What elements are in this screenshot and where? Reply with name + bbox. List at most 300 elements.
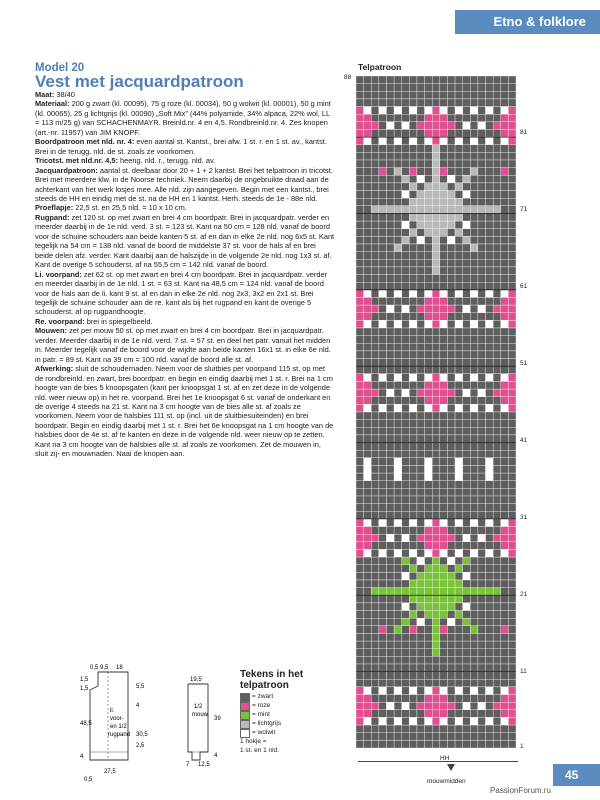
chart-cell — [493, 412, 501, 420]
chart-cell — [364, 328, 372, 336]
chart-cell — [486, 244, 494, 252]
chart-cell — [394, 427, 402, 435]
chart-cell — [432, 99, 440, 107]
chart-cell — [402, 672, 410, 680]
chart-cell — [417, 519, 425, 527]
chart-cell — [493, 252, 501, 260]
chart-cell — [447, 527, 455, 535]
chart-cell — [440, 565, 448, 573]
chart-cell — [356, 129, 364, 137]
paragraph-sleeves: Mouwen: zet per mouw 50 st. op met zwart en brei 4 cm boordpatr. Brei in jacquardpatr. verder. Meerder daarbij in de 1e nld. verd. 7 st. = 57 st. en deel het patr. vanuit het midden in. Meerder tegelijk vanaf de boord voor de wijdte aan beide kanten 16x1 st. in elke 6e nld. in patr. = 89 st. Kant na 39 cm = 100 nld. vanaf de boord alle st. af. — [35, 326, 331, 364]
chart-cell — [447, 595, 455, 603]
chart-cell — [409, 252, 417, 260]
chart-cell — [371, 626, 379, 634]
chart-cell — [455, 710, 463, 718]
chart-cell — [486, 473, 494, 481]
watermark: PassionForum.ru — [490, 786, 551, 795]
chart-cell — [417, 168, 425, 176]
chart-cell — [493, 366, 501, 374]
chart-cell — [432, 717, 440, 725]
chart-cell — [440, 328, 448, 336]
chart-cell — [447, 427, 455, 435]
chart-cell — [493, 183, 501, 191]
chart-cell — [501, 114, 509, 122]
chart-cell — [455, 473, 463, 481]
chart-cell — [440, 496, 448, 504]
chart-cell — [501, 229, 509, 237]
chart-cell — [463, 137, 471, 145]
chart-cell — [440, 76, 448, 84]
chart-cell — [508, 504, 516, 512]
chart-cell — [356, 137, 364, 145]
chart-cell — [356, 450, 364, 458]
chart-cell — [386, 297, 394, 305]
chart-cell — [478, 557, 486, 565]
chart-cell — [425, 404, 433, 412]
chart-cell — [508, 611, 516, 619]
chart-cell — [379, 275, 387, 283]
chart-cell — [379, 305, 387, 313]
sleeve-dim-1: 39 — [214, 716, 221, 722]
chart-cell — [409, 725, 417, 733]
chart-cell — [394, 305, 402, 313]
chart-cell — [409, 152, 417, 160]
chart-cell — [447, 435, 455, 443]
chart-cell — [425, 717, 433, 725]
chart-cell — [501, 213, 509, 221]
chart-cell — [440, 145, 448, 153]
chart-cell — [371, 656, 379, 664]
chart-cell — [440, 137, 448, 145]
chart-cell — [447, 244, 455, 252]
chart-cell — [478, 206, 486, 214]
chart-cell — [432, 435, 440, 443]
chart-cell — [402, 664, 410, 672]
chart-cell — [463, 679, 471, 687]
chart-cell — [493, 465, 501, 473]
chart-cell — [508, 175, 516, 183]
chart-cell — [402, 679, 410, 687]
chart-cell — [402, 725, 410, 733]
chart-cell — [364, 687, 372, 695]
chart-cell — [371, 687, 379, 695]
chart-cell — [470, 107, 478, 115]
chart-cell — [486, 99, 494, 107]
chart-cell — [470, 458, 478, 466]
chart-cell — [470, 320, 478, 328]
chart-cell — [356, 389, 364, 397]
chart-cell — [455, 443, 463, 451]
chart-cell — [432, 343, 440, 351]
chart-cell — [364, 343, 372, 351]
chart-cell — [447, 252, 455, 260]
chart-cell — [432, 381, 440, 389]
chart-cell — [440, 695, 448, 703]
chart-cell — [409, 91, 417, 99]
chart-cell — [493, 275, 501, 283]
chart-cell — [364, 168, 372, 176]
chart-cell — [402, 374, 410, 382]
chart-cell — [394, 389, 402, 397]
chart-cell — [501, 740, 509, 748]
pattern-title: Vest met jacquardpatroon — [35, 72, 244, 91]
chart-cell — [432, 374, 440, 382]
chart-cell — [501, 160, 509, 168]
chart-cell — [364, 198, 372, 206]
chart-cell — [394, 129, 402, 137]
chart-cell — [455, 160, 463, 168]
chart-cell — [478, 588, 486, 596]
chart-cell — [440, 236, 448, 244]
chart-cell — [425, 702, 433, 710]
chart-cell — [425, 290, 433, 298]
chart-cell — [386, 717, 394, 725]
chart-cell — [486, 320, 494, 328]
chart-cell — [501, 404, 509, 412]
chart-cell — [425, 259, 433, 267]
chart-cell — [455, 733, 463, 741]
chart-cell — [364, 351, 372, 359]
chart-cell — [478, 664, 486, 672]
chart-cell — [493, 656, 501, 664]
chart-cell — [463, 160, 471, 168]
chart-cell — [486, 427, 494, 435]
chart-cell — [501, 420, 509, 428]
chart-cell — [455, 542, 463, 550]
chart-cell — [478, 91, 486, 99]
chart-cell — [394, 672, 402, 680]
chart-cell — [432, 664, 440, 672]
chart-cell — [417, 252, 425, 260]
chart-cell — [371, 725, 379, 733]
chart-cell — [447, 313, 455, 321]
chart-cell — [432, 206, 440, 214]
chart-cell — [364, 221, 372, 229]
chart-cell — [501, 511, 509, 519]
chart-cell — [470, 206, 478, 214]
chart-cell — [364, 435, 372, 443]
chart-cell — [440, 649, 448, 657]
chart-cell — [364, 702, 372, 710]
chart-cell — [470, 313, 478, 321]
chart-cell — [432, 672, 440, 680]
chart-cell — [447, 664, 455, 672]
chart-cell — [425, 679, 433, 687]
chart-cell — [425, 527, 433, 535]
chart-cell — [425, 91, 433, 99]
chart-cell — [364, 595, 372, 603]
chart-cell — [470, 519, 478, 527]
chart-cell — [447, 359, 455, 367]
chart-cell — [402, 435, 410, 443]
chart-cell — [402, 687, 410, 695]
chart-cell — [356, 236, 364, 244]
chart-cell — [508, 733, 516, 741]
row-label-11: 11 — [520, 668, 527, 675]
sleeve-dim-4: 12,5 — [198, 762, 210, 768]
chart-cell — [364, 542, 372, 550]
chart-cell — [447, 221, 455, 229]
chart-cell — [493, 168, 501, 176]
chart-cell — [402, 336, 410, 344]
chart-cell — [463, 229, 471, 237]
chart-cell — [447, 504, 455, 512]
chart-cell — [455, 313, 463, 321]
chart-cell — [470, 626, 478, 634]
chart-cell — [425, 191, 433, 199]
chart-cell — [379, 435, 387, 443]
chart-cell — [478, 114, 486, 122]
chart-cell — [493, 229, 501, 237]
chart-cell — [455, 213, 463, 221]
chart-cell — [394, 641, 402, 649]
chart-cell — [394, 374, 402, 382]
chart-cell — [394, 443, 402, 451]
chart-cell — [478, 504, 486, 512]
chart-cell — [432, 465, 440, 473]
chart-cell — [478, 603, 486, 611]
chart-cell — [470, 305, 478, 313]
chart-cell — [394, 511, 402, 519]
chart-cell — [409, 175, 417, 183]
chart-cell — [425, 366, 433, 374]
chart-cell — [402, 84, 410, 92]
chart-cell — [463, 633, 471, 641]
chart-cell — [386, 733, 394, 741]
chart-cell — [417, 397, 425, 405]
chart-cell — [386, 343, 394, 351]
chart-cell — [364, 717, 372, 725]
chart-cell — [493, 213, 501, 221]
chart-cell — [394, 450, 402, 458]
chart-cell — [501, 99, 509, 107]
chart-cell — [463, 641, 471, 649]
chart-cell — [486, 275, 494, 283]
chart-cell — [371, 297, 379, 305]
chart-cell — [356, 282, 364, 290]
chart-cell — [463, 305, 471, 313]
chart-cell — [379, 565, 387, 573]
chart-cell — [478, 381, 486, 389]
chart-cell — [501, 206, 509, 214]
chart-cell — [394, 618, 402, 626]
chart-cell — [463, 450, 471, 458]
chart-cell — [486, 450, 494, 458]
paragraph-finishing: Afwerking: sluit de schoudernaden. Neem voor de sluitbies per voorpand 115 st. op met de rondbreinld. en zwart, brei boordpatr. en begin en eindig daarbij met 1 st. r. Brei na 1 cm hoogte van de bies 5 knoopsgaten (kant per knoopsgat 1 st. af en zet deze in de volgende nld. weer nieuw op) in het re. voorpand. Brei het 1e knoopsgat 6 st. vanaf de onderkant en de overige 4 steeds na 21 st. Kant na 3 cm hoogte van de bies alle st. af zoals ze voorkomen. Neem voor de halsbies 111 st. op (incl. uit de sluitbiesuiteinden) en brei boordpatr. Begin en eindig daarbij met 1 st. r. Brei het 6e knoopsgat na 1 cm hoogte van de halsbies door de 4e st. af te kanten en deze in de volgende nld. weer nieuw op te zetten. Kant na 3 cm hoogte van de halsbies alle st. af zoals ze voorkomen. Zet de mouwen in, sluit zij- en mouwnaden. Naai de knopen aan. — [35, 364, 334, 459]
chart-cell — [356, 374, 364, 382]
chart-cell — [508, 702, 516, 710]
chart-cell — [386, 152, 394, 160]
chart-cell — [364, 359, 372, 367]
chart-cell — [463, 458, 471, 466]
chart-cell — [463, 549, 471, 557]
chart-cell — [417, 633, 425, 641]
chart-cell — [356, 481, 364, 489]
chart-cell — [486, 618, 494, 626]
chart-cell — [386, 213, 394, 221]
chart-cell — [440, 99, 448, 107]
chart-cell — [356, 259, 364, 267]
chart-cell — [463, 397, 471, 405]
chart-cell — [379, 389, 387, 397]
chart-cell — [463, 534, 471, 542]
chart-cell — [493, 572, 501, 580]
chart-cell — [463, 145, 471, 153]
chart-cell — [478, 687, 486, 695]
chart-cell — [364, 565, 372, 573]
chart-cell — [394, 99, 402, 107]
chart-cell — [402, 717, 410, 725]
chart-cell — [417, 527, 425, 535]
chart-cell — [371, 450, 379, 458]
chart-cell — [379, 641, 387, 649]
chart-cell — [432, 152, 440, 160]
chart-cell — [440, 481, 448, 489]
chart-cell — [440, 389, 448, 397]
chart-cell — [371, 114, 379, 122]
chart-cell — [425, 588, 433, 596]
legend-item-white: = wolwit — [240, 729, 281, 738]
chart-cell — [356, 549, 364, 557]
chart-cell — [394, 740, 402, 748]
chart-cell — [478, 374, 486, 382]
chart-cell — [402, 305, 410, 313]
chart-cell — [356, 420, 364, 428]
chart-cell — [493, 191, 501, 199]
chart-cell — [447, 282, 455, 290]
chart-cell — [455, 450, 463, 458]
chart-cell — [356, 168, 364, 176]
chart-cell — [379, 534, 387, 542]
chart-cell — [417, 198, 425, 206]
chart-cell — [447, 580, 455, 588]
row-label-21: 21 — [520, 591, 528, 598]
chart-cell — [486, 687, 494, 695]
chart-cell — [470, 534, 478, 542]
chart-cell — [402, 412, 410, 420]
chart-cell — [455, 76, 463, 84]
chart-cell — [409, 160, 417, 168]
chart-cell — [440, 351, 448, 359]
chart-cell — [463, 343, 471, 351]
chart-cell — [470, 504, 478, 512]
chart-cell — [364, 458, 372, 466]
chart-cell — [417, 290, 425, 298]
chart-cell — [425, 572, 433, 580]
chart-cell — [478, 572, 486, 580]
chart-cell — [379, 473, 387, 481]
chart-cell — [508, 374, 516, 382]
dim-1: 9,5 — [100, 665, 109, 671]
chart-cell — [417, 267, 425, 275]
chart-cell — [493, 527, 501, 535]
chart-cell — [356, 320, 364, 328]
chart-cell — [417, 664, 425, 672]
chart-cell — [379, 267, 387, 275]
chart-cell — [493, 305, 501, 313]
chart-cell — [478, 84, 486, 92]
chart-cell — [470, 99, 478, 107]
chart-cell — [356, 717, 364, 725]
chart-cell — [379, 465, 387, 473]
chart-cell — [455, 145, 463, 153]
chart-cell — [356, 328, 364, 336]
chart-cell — [478, 420, 486, 428]
chart-cell — [501, 412, 509, 420]
chart-cell — [409, 236, 417, 244]
chart-cell — [447, 137, 455, 145]
chart-cell — [478, 611, 486, 619]
chart-cell — [432, 145, 440, 153]
chart-cell — [409, 389, 417, 397]
chart-cell — [409, 595, 417, 603]
chart-cell — [508, 603, 516, 611]
chart-cell — [508, 191, 516, 199]
chart-cell — [508, 595, 516, 603]
chart-cell — [486, 641, 494, 649]
chart-cell — [417, 351, 425, 359]
chart-cell — [478, 717, 486, 725]
chart-cell — [470, 374, 478, 382]
paragraph-back: Rugpand: zet 120 st. op met zwart en brei 4 cm boordpatr. Brei in jacquardpatr. verder en meerder daarbij in de 1e nld. verd. 3 st. = 123 st. Kant na 50 cm = 128 nld. vanaf de boord voor de schuine schouders aan beide kanten 5 st. af en dan in elke 2e nld. nog 6x5 st. Kant tegelijk na 54 cm = 138 nld. vanaf de boord de middelste 37 st. voor de hals af en brei beide delen afz. verder. Kant daarbij aan de halszijde in de volgende 2e nld. nog 1x3 st. af. Kant de overige 5 schouderst. af na 55,5 cm = 142 nld. vanaf de boord. — [35, 212, 335, 270]
chart-cell — [371, 229, 379, 237]
chart-cell — [463, 496, 471, 504]
chart-cell — [432, 473, 440, 481]
chart-cell — [455, 191, 463, 199]
chart-cell — [501, 664, 509, 672]
chart-cell — [455, 175, 463, 183]
chart-cell — [364, 420, 372, 428]
chart-cell — [493, 702, 501, 710]
chart-cell — [364, 267, 372, 275]
chart-cell — [508, 656, 516, 664]
chart-cell — [463, 473, 471, 481]
chart-cell — [501, 76, 509, 84]
chart-cell — [386, 259, 394, 267]
chart-cell — [486, 717, 494, 725]
chart-cell — [364, 244, 372, 252]
chart-cell — [386, 359, 394, 367]
chart-cell — [379, 76, 387, 84]
chart-cell — [493, 336, 501, 344]
chart-cell — [447, 733, 455, 741]
chart-cell — [364, 649, 372, 657]
chart-cell — [486, 740, 494, 748]
chart-cell — [379, 145, 387, 153]
chart-cell — [432, 588, 440, 596]
chart-cell — [356, 145, 364, 153]
chart-cell — [425, 496, 433, 504]
chart-cell — [364, 389, 372, 397]
chart-cell — [379, 664, 387, 672]
chart-cell — [417, 443, 425, 451]
chart-cell — [371, 679, 379, 687]
chart-cell — [402, 137, 410, 145]
chart-cell — [364, 695, 372, 703]
chart-cell — [402, 343, 410, 351]
chart-cell — [463, 275, 471, 283]
chart-cell — [402, 122, 410, 130]
chart-cell — [402, 381, 410, 389]
chart-cell — [394, 488, 402, 496]
chart-cell — [447, 572, 455, 580]
chart-cell — [379, 717, 387, 725]
chart-cell — [463, 572, 471, 580]
chart-cell — [371, 649, 379, 657]
chart-cell — [493, 91, 501, 99]
chart-cell — [386, 511, 394, 519]
chart-cell — [364, 557, 372, 565]
